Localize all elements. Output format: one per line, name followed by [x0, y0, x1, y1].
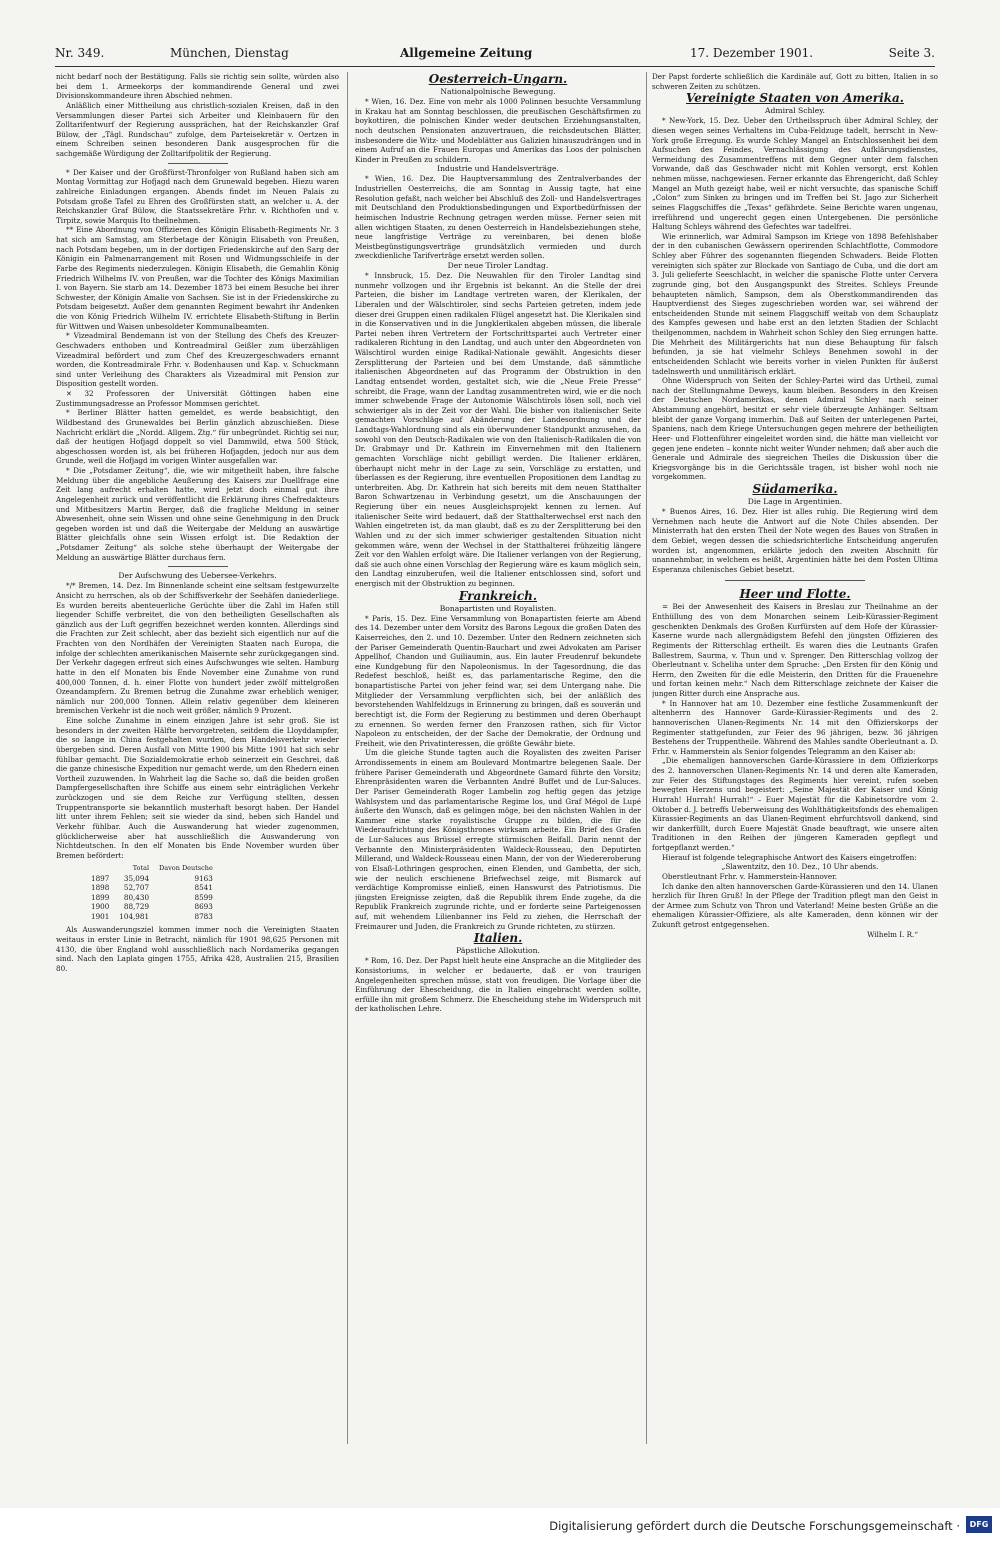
article-paragraph: * Rom, 16. Dez. Der Papst hielt heute eine Ansprache an die Mitglieder des Konsistoriums, in welcher er bedauerte, daß er von traurigen Angelegenheiten sprechen müsse, statt von freudigen. Die Vorlage über die Einführung der Ehescheidung, die in Italien eingebracht werden sollte, erfülle ihn mit großem Schmerz. Die Ehescheidung stehe im Widerspruch mit der katholischen Lehre. [355, 956, 641, 1014]
article-paragraph: Hierauf ist folgende telegraphische Antwort des Kaisers eingetroffen: [662, 852, 917, 862]
telegram-line: „Slawentzitz, den 10. Dez., 10 Uhr abends. [721, 862, 879, 872]
article-paragraph: Der Papst forderte schließlich die Kardinäle auf, Gott zu bitten, Italien in so schweren Zeiten zu schützen. [652, 72, 938, 91]
table-cell: 80,430 [123, 892, 150, 902]
masthead-rule [55, 66, 935, 67]
column-divider [347, 72, 348, 1444]
table-cell: 9163 [194, 873, 213, 883]
article-paragraph: * Buenos Aires, 16. Dez. Hier ist alles ruhig. Die Regierung wird dem Vernehmen nach heute die Antwort auf die Note Chiles absenden. Der Ministerrath hat den ersten Theil der Note wegen des Baues von Straßen in dem Gebiet, wegen dessen die schiedsrichterliche Entscheidung angerufen worden ist, angenommen, erklärte jedoch den zweiten Abschnitt für unannehmbar, in welchem es heißt, Argentinien hätte bei dem Posten Ultima Esperanza chilenisches Gebiet besetzt. [652, 507, 938, 574]
emigration-table [91, 864, 223, 921]
table-cell: 8693 [194, 902, 213, 912]
dfg-logo: DFG [966, 1516, 992, 1533]
column-2 [355, 72, 641, 1444]
section-subheading: Bonapartisten und Royalisten. [439, 603, 557, 613]
article-paragraph: Um die gleiche Stunde tagten auch die Royalisten des zweiten Pariser Arrondissements in einem am Boulevard Montmartre belegenen Saale. Der frühere Pariser Gemeinderath und Abgeordnete Gamard führte den Vorsitz; Ehrenpräsidenten waren die Verbannten André Buffet und de Lur-Saluces. Der Pariser Gemeinderath Roger Lambelin zog heftig gegen das jetzige Wahlsystem und das parlamentarische Regime los, und Graf Mégol de Lupé äußerte den Wunsch, daß es gelingen möge, bei den nächsten Wahlen in der Kammer eine starke royalistische Gruppe zu bilden, die für die Wiederaufrichtung des Königsthrones wirksam arbeite. Ein Brief des Grafen de Lur-Saluces aus Brüssel erregte stürmischen Beifall. Darin nennt der Verbannte den Ministerpräsidenten Waldeck-Rousseau, den Deputirten Millerand, und Waldeck-Rousseau einen Mann, der von der Wiedereroberung von Elsaß-Lothringen gesprochen, einen Elenden, und Gambetta, der sich, wie der neulich erschienene Briefwechsel zeige, mit Bismarck auf verdächtige Kompromisse einließ, einen Hanswurst des Patriotismus. Die jüngsten Ereignisse zeigten, daß die Republik ihrem Ende zugehe, da die Republik Frankreich zugrunde richte, und er forderte seine Parteigenossen auf, mit wehendem Lilienbanner ins Feld zu ziehen, die Herrschaft der Freimaurer und Juden, die Frankreich zu Grunde richteten, zu stürzen. [355, 748, 641, 931]
place-day: München, Dienstag [170, 46, 289, 60]
section-subheading: Industrie und Handelsverträge. [437, 164, 559, 174]
article-paragraph: * Vizeadmiral Bendemann ist von der Stellung des Chefs des Kreuzer-Geschwaders enthoben und Kontreadmiral Geißler zum überzähligen Vizeadmiral befördert und zum Chef des Kreuzergeschwaders ernannt worden, die Kontreadmirale Frhr. v. Bodenhausen und Kap. v. Schuckmann sind unter Verleihung des Charakters als Vizeadmiral mit Pension zur Disposition gestellt worden. [56, 331, 339, 389]
column-3 [652, 72, 938, 1112]
article-paragraph: nicht bedarf noch der Bestätigung. Falls sie richtig sein sollte, würden also bei dem 1. Armeekorps der kommandirende General und zwei Divisionskommandeure ihren Abschied nehmen. [56, 72, 339, 101]
table-cell: 52,707 [123, 883, 150, 893]
article-paragraph: * Paris, 15. Dez. Eine Versammlung von Bonapartisten feierte am Abend des 14. Dezember unter dem Vorsitz des Barons Legoux die großen Daten des Kaiserreiches, den 2. und 10. Dezember. Unter den Rednern zeichneten sich der Pariser Gemeinderath Quentin-Bauchart und zwei Advokaten am Pariser Appellhof, Chandon und Guiliaumin, aus. Ein lauter Freudenruf bekundete eine Kundgebung für den Napoleonismus. In der Tagesordnung, die das Redefest beschloß, heißt es, das parlamentarische Regime, den die bonapartistische Partei von jeher feind war, sei dem Untergang nahe. Die Mitglieder der Versammlung verpflichten sich, bei der anläßlich des bevorstehenden Wahlfeldzugs in Erinnerung zu bringen, daß es souverän und berechtigt ist, die Form der Regierung zu bestimmen und deren Oberhaupt zu ernennen. So werden ferner den Franzosen rathen, sich für Victor Napoleon zu entscheiden, der der Sache der Demokratie, der Ordnung und Freiheit, wie den Privatinteressen, die größte Gewähr biete. [355, 613, 641, 748]
column-1 [56, 72, 339, 1444]
separator [168, 566, 228, 567]
table-cell: 8783 [194, 911, 213, 921]
separator [168, 163, 228, 164]
section-subheading: Der neue Tiroler Landtag. [447, 261, 549, 270]
section-subheading: Admiral Schley. [765, 106, 825, 116]
masthead [55, 46, 935, 66]
article-paragraph: * In Hannover hat am 10. Dezember eine festliche Zusammenkunft der altenherrn des Hannover Garde-Kürassier-Regiments und des 2. hannoverischen Ulanen-Regiments Nr. 14 mit den Offizierskorps der Regimenter stattgefunden, zur Feier des 96 jährigen, bezw. 36 jährigen Bestehens der Truppentheile. Während des Mahles sandte Oberleutnant a. D. Frhr. v. Hammerstein als Senior folgendes Telegramm an den Kaiser ab: [652, 698, 938, 756]
section-heading-frankreich: Frankreich. [458, 588, 538, 603]
section-heading-usa: Vereinigte Staaten von Amerika. [686, 91, 904, 106]
table-header-row [91, 864, 223, 874]
article-paragraph: = Bei der Anwesenheit des Kaisers in Breslau zur Theilnahme an der Enthüllung des von dem Monarchen seinem Leib-Kürassier-Regiment geschenkten Denkmals des Großen Kurfürsten auf dem Hofe der Kürassier-Kaserne wurde nach allergnädigstem Befehl den jüngsten Offizieren des Regiments der Ritterschlag ertheilt. Es waren dies die Leutnants Grafen Ballestrem, Saurma, v. Thun und v. Sprenger. Den Ritterschlag vollzog der Oberleutnant v. Schelihа unter dem Spruche: „Den Ersten für den König und Herrn, den Zweiten für die edle Meisterin, den Dritten für die Frauenehre und fortan keinen mehr.“ Nach dem Ritterschlage zeichnete der Kaiser die jungen Ritter durch eine Ansprache aus. [652, 602, 938, 698]
article-paragraph: Wie erinnerlich, war Admiral Sampson im Kriege von 1898 Befehlshaber der in den cubanischen Gewässern operirenden Schlachtflotte, Commodore Schley aber Führer des sogenannten fliegenden Schwaders. Beide Flotten vereinigten sich später zur Blockade von Santiago de Cuba, und die dort am 3. Juli gelieferte Seeschlacht, in welcher die spanische Flotte unter Cervera zugrunde ging, bot den Ausgangspunkt des Streites. Schleys Freunde behaupteten nämlich, Sampson, dem als Oberstkommandirenden das Hauptverdienst des Sieges zugeschrieben worden war, sei während der entscheidenden Stunde mit seinem Flaggschiff weitab von dem Schauplatz des Kampfes gewesen und habe erst an den letzten Stadien der Schlacht theilgenommen, nachdem in Wahrheit schon Schley den Sieg errungen hatte. Die Mehrheit des Militärgerichts hat nun diese Behauptung für falsch befunden, ja sie hat vielmehr Schleys Benehmen sowohl in der entscheidenden Schlacht wie bereits vorher in vielen Punkten für äußerst tadelnswerth und unmilitärisch erklärt. [652, 231, 938, 376]
article-paragraph: * New-York, 15. Dez. Ueber den Urtheilsspruch über Admiral Schley, der diesen wegen seines Verhaltens im Cuba-Feldzuge tadelt, herrscht in New-York große Erregung. Es wurde Schley Mangel an Entschlossenheit bei dem Aufsuchen des Feindes, Vernachlässigung des Aufklärungsdienstes, Vermeidung des Zusammentreffens mit dem Gegner unter dem falschen Vorwande, daß das Geschwader nicht mit Kohlen versorgt, erst Kohlen nehmen müsse, nachgewiesen. Ferner erkannte das Ehrengericht, daß Schley Mangel an Muth gezeigt habe, weil er nicht versuchte, das spanische Schiff „Colon“ zum Sinken zu bringen und im Treffen bei St. Jago zur Sicherheit seines Flaggschiffes die „Texas“ gefährdete. Seine Berichte waren ungenau, irreführend und ungerecht gegen einen Untergebenen. Die persönliche Haltung Schleys während des Gefechtes war tadelfrei. [652, 116, 938, 232]
table-cell: 88,729 [123, 902, 150, 912]
table-header: Davon Deutsche [159, 864, 213, 873]
article-paragraph: Anläßlich einer Mittheilung aus christlich-sozialen Kreisen, daß in den Versammlungen dieser Partei sich Arbeiter und Kleinbauern für den Zolltarifentwurf der Regierung aussprächen, hat der Reichskanzler Graf Bülow, der „Tägl. Rundschau“ zufolge, dem Parteisekretär v. Oertzen in einem Schreiben seinen besonderen Dank ausgesprochen für die sachgemäße Würdigung der Zolltarifpolitik der Regierung. [56, 100, 339, 158]
table-cell: 1899 [91, 892, 110, 902]
table-cell: 8599 [194, 892, 213, 902]
table-cell: 1897 [91, 873, 110, 883]
article-paragraph: * Berliner Blätter hatten gemeldet, es werde beabsichtigt, den Wildbestand des Grunewaldes bei Berlin gänzlich abzuschießen. Diese Nachricht erklärt die „Nordd. Allgem. Ztg.“ für unbegründet. Richtig sei nur, daß der heutigen Hofjagd doppelt so viel Dammwild, etwa 500 Stück, abgeschossen worden ist, als bei früheren Hofjagden, jedoch nur aus dem Grunde, weil die Hofjagd im vorigen Winter ausgefallen war. [56, 408, 339, 466]
article-paragraph: * Innsbruck, 15. Dez. Die Neuwahlen für den Tiroler Landtag sind nunmehr vollzogen und ihr Ergebnis ist bekannt. An die Stelle der drei Parteien, die bisher im Landtage vertreten waren, der Klerikalen, der Liberalen und der Wälschtiroler, sind sechs Parteien getreten, indem jede dieser drei Gruppen einen radikalen Flügel angesetzt hat. Die Klerikalen sind in die Konservativen und in die Jungklerikalen abgeben müssen, die liberale Partei neben ihren Vertretern der Fortschrittspartei auch Vertreter einer radikaleren Richtung in den Landtag, und auch unter den Abgeordneten von Wälschtirol wurden einige Radikal-Nationale gewählt. Angesichts dieser Zersplitterung der Parteien und bei dem Umstande, daß sämmtliche italienischen Abgeordneten auf das Programm der Obstruktion in den Landtag entsendet worden, gestaltet sich, wie die „Neue Freie Presse“ schreibt, die Frage, wann der Landtag zusammentreten wird, wie er die noch immer schwebende Frage der Autonomie Wälschtirols lösen soll, noch viel schwieriger als in der Zeit vor der Wahl. Die bisher von italienischer Seite gemachten Vorschläge auf Abänderung der Landesordnung und der Landtags-Wahlordnung sind als ein überwundener Standpunkt anzusehen, da sowohl von den Deutsch-Radikalen wie von den Italienisch-Radikalen die von Dr. Grabmayr und Dr. Kathrein im Einvernehmen mit den Italienern gemachten Vorschläge nicht gebilligt werden. Die Italiener erklären, überhaupt nicht mehr in der Lage zu sein, Vorschläge zu erstatten, und überlassen es der Regierung, ihre eventuellen Propositionen dem Landtag zu unterbreiten. Abg. Dr. Kathrein hat sich bereits mit dem neuen Statthalter Baron Schwartzenau in Verbindung gesetzt, um die Anschauungen der Regierung über ein neues Ausgleichsprojekt kennen zu lernen. Auf italienischer Seite wird bedauert, daß der Statthalterwechsel erst nach den Wahlen eingetreten ist, da man glaubt, daß es zu der Zersplitterung bei den Wahlen und zu der sich immer schwieriger gestaltenden Situation nicht gekommen wäre, wenn der Wechsel in der Statthalterei frühzeitig längere Zeit vor den Wahlen erfolgt wäre. Die Italiener verlangen von der Regierung, daß sie auch ohne einen Vorschlag der Regierung wäre es kaum möglich sein, den Landtag einzuberufen, weil die Italiener entschlossen sind, sofort und energisch mit der Obstruktion zu beginnen. [355, 271, 641, 588]
section-heading-oesterreich: Oesterreich-Ungarn. [428, 72, 568, 86]
funding-credit: Digitalisierung gefördert durch die Deutsche Forschungsgemeinschaft · [549, 1519, 960, 1533]
article-paragraph: ** Eine Abordnung von Offizieren des Königin Elisabeth-Regiments Nr. 3 hat sich am Samstag, am Sterbetage der Königin Elisabeth von Preußen, nach Potsdam begeben, um in der dortigen Friedenskirche auf den Sarg der Königin ein Palmenarrangement mit Rosen und Widmungsschleife in der Farbe des Regiments niederzulegen. Königin Elisabeth, die Gemahlin König Friedrich Wilhelms IV. von Preußen, war die Tochter des Königs Maximilian I. von Bayern. Sie starb am 14. Dezember 1873 bei einem Besuche bei ihrer Schwester, der Königin Amalie von Sachsen. Sie ist in der Friedenskirche zu Potsdam beigesetzt. Außer dem genannten Regiment bewahrt ihr Andenken die von König Friedrich Wilhelm IV. errichtete Elisabeth-Stiftung in Berlin für Wittwen und Waisen unbesoldeter Kommunalbeamten. [56, 225, 339, 331]
column-divider [646, 72, 647, 1444]
table-header: Total [132, 864, 150, 873]
article-paragraph: * Der Kaiser und der Großfürst-Thronfolger von Rußland haben sich am Montag Vormittag zur Hofjagd nach dem Grunewald begeben. Hiezu waren zahlreiche Einladungen ergangen. Abends findet im Neuen Palais zu Potsdam große Tafel zu Ehren des Großfürsten statt, an welcher u. A. der Reichskanzler Graf Bülow, die Staatssekretäre Frhr. v. Richthofen und v. Tirpitz, sowie Marquis Ito theilnehmen. [56, 167, 339, 225]
section-heading-suedamerika: Südamerika. [752, 482, 838, 496]
article-paragraph: Eine solche Zunahme in einem einzigen Jahre ist sehr groß. Sie ist besonders in der zweiten Hälfte hervorgetreten, seitdem die Lloyddampfer, die so lange in China festgehalten wurden, dem Handelsverkehr wieder übergeben sind. Deren Ausfall von Mitte 1900 bis Mitte 1901 hat sich sehr fühlbar gemacht. Die Sozialdemokratie erhob seinerzeit ein Geschrei, daß die ganze chinesische Expedition nur gemacht werde, um den Rhedern einen Vortheil zuzuwenden. In Wahrheit lag die Sache so, daß die beiden großen Dampfergesellschaften ihre Schiffe aus einem sehr einträglichen Verkehr zurückzogen und sie dem Reiche zur Verfügung stellten, dessen Truppentransporte sie bekanntlich musterhaft besorgt haben. Der Handel litt unter ihrem Fehlen; seit sie wieder da sind, heben sich Handel und Verkehr fühlbar. Auch die Auswanderung hat wieder zugenommen, glücklicherweise aber hat ausschließlich die Auswanderung von Nichtdeutschen. In den elf Monaten bis Ende November wurden über Bremen befördert: [56, 716, 339, 860]
table-cell: 104,981 [119, 911, 150, 921]
issue-number: Nr. 349. [55, 46, 105, 60]
article-paragraph: Als Auswanderungsziel kommen immer noch die Vereinigten Staaten weitaus in erster Linie in Betracht, nämlich für 1901 98,625 Personen mit 4130, die über England wohl ausschließlich nach Nordamerika gegangen sind. Nach den Laplata gingen 1755, Afrika 428, Australien 215, Brasilien 80. [56, 925, 339, 973]
newspaper-title: Allgemeine Zeitung [400, 46, 533, 60]
footer-bar [0, 1508, 1000, 1556]
article-paragraph: Ohne Widerspruch von Seiten der Schley-Partei wird das Urtheil, zumal nach der Stellungnahme Deweys, kaum bleiben. Besonders in den Kreisen der Deutschen Nordamerikas, denen Admiral Schley nach seiner Abstammung angehört, besitzt er sehr viele überzeugte Anhänger. Seltsam bleibt der ganze Vorgang immerhin. Daß auf Seiten der unterlegenen Partei, Spaniens, nach dem Kriege Untersuchungen gegen mehrere der betheiligten Heer- und Flottenführer eingeleitet worden sind, die hätte man vielleicht vor gegen jene endeten – konnte nicht weiter Wunder nehmen; daß aber auch die Generale und Admirale des siegreichen Theiles die Diskussion über die Kriegsvorgänge bis in die Gerichtssäle tragen, ist bisher wohl noch nie vorgekommen. [652, 376, 938, 482]
article-paragraph: * Wien, 16. Dez. Die Hauptversammlung des Zentralverbandes der Industriellen Oesterreichs, die am Sonntag in Aussig tagte, hat eine Resolution gefaßt, nach welcher bei Abschluß des Zoll- und Handelsvertrages mit Deutschland den Produktionsbedingungen und Exportbedürfnissen der heimischen Industrie Rechnung getragen werden müsse. Ferner seien mit allen wichtigen Staaten, zu denen Oesterreich in Handelsbeziehungen stehe, neue langfristige Verträge zu vereinbaren, bei denen bloße Meistbegünstigungsverträge grundsätzlich vermieden und durch zweckdienliche Tarifverträge ersetzt werden sollen. [355, 174, 641, 261]
article-paragraph: * Die „Potsdamer Zeitung“, die, wie wir mitgetheilt haben, ihre falsche Meldung über die angebliche Aeußerung des Kaisers zur Duellfrage eine Zeit lang aufrecht erhalten hatte, wird jetzt doch einmal gut ihre Angelegenheit zurück und veröffentlicht die Erklärung ihres Chefredakteurs und Mitbesitzers Martin Berger, daß die fragliche Meldung in seiner Abwesenheit, ohne sein Wissen und ohne seine Genehmigung in den Druck gegeben worden ist und daß die Weitergabe der Meldung an auswärtige Blätter gleichfalls ohne sein Wissen erfolgt ist. Die Redaktion der „Potsdamer Zeitung“ als solche stehe überhaupt der Weitergabe der Meldung an auswärtige Blätter durchaus fern. [56, 466, 339, 562]
section-heading-heer: Heer und Flotte. [739, 587, 851, 602]
table-row [91, 874, 223, 884]
section-subheading: Nationalpolnische Bewegung. [440, 87, 556, 96]
table-cell: 1901 [91, 911, 110, 921]
table-cell: 8541 [194, 883, 213, 893]
section-subheading: Der Aufschwung des Ueberseе-Verkehrs. [118, 571, 277, 581]
table-row [91, 883, 223, 893]
separator [725, 580, 865, 581]
section-subheading: Die Lage in Argentinien. [747, 497, 843, 506]
section-heading-italien: Italien. [473, 931, 523, 946]
issue-date: 17. Dezember 1901. [690, 46, 814, 60]
table-row [91, 893, 223, 903]
telegram-line: Oberstleutnant Frhr. v. Hammerstein-Hannover. [662, 871, 838, 881]
table-row [91, 912, 223, 922]
article-paragraph: */* Bremen, 14. Dez. Im Binnenlande scheint eine seltsam festgewurzelte Ansicht zu herrschen, als ob der Schiffsverkehr der Seehäfen daniederliege. Es wurden bereits abenteuerliche Gerüchte über die Zahl im Hafen still liegender Schiffe verbreitet, die von den betheiligten Gesellschaften als gänzlich aus der Luft gegriffen bezeichnet werden konnten. Allerdings sind die Frachten zur Zeit schlecht, aber das bezieht sich eigentlich nur auf die Frachten von den Nordhäfen der Vereinigten Staaten nach Europa, die infolge der schlechten amerikanischen Maisernte sehr zurückgegangen sind. Der Verkehr dagegen erfreut sich eines Aufschwunges wie selten. Hamburg hatte in den elf Monaten bis Ende November eine Zunahme von rund 400,000 Tonnen, d. h. einer Flotte von hundert jeder zwölf mittelgroßen Ozeandampfern. Zu Bremen betrug die Zunahme zwar erheblich weniger, nämlich nur 200,000 Tonnen. Allein relativ gegenüber dem kleineren bremischen Verkehr ist die noch weit größer, nämlich 9 Prozent. [56, 581, 339, 716]
table-cell: 1898 [91, 883, 110, 893]
table-cell: 35,094 [123, 873, 150, 883]
table-cell: 1900 [91, 902, 110, 912]
table-row [91, 902, 223, 912]
article-paragraph: „Die ehemaligen hannoverschen Garde-Kürassiere in dem Offizierkorps des 2. hannoverschen Ulanen-Regiments Nr. 14 und deren alte Kameraden, zur Feier des Stiftungstages des Regiments hier vereint, rufen soeben bewegten Herzens und begeistert: „Seine Majestät der Kaiser und König Hurrah! Hurrah! Hurrah!“ – Euer Majestät für die Kabinetsordre vom 2. Oktober d. J. betreffs Ueberweisung des Wohlthätigkeitsfonds des ehemaligen Kürassier-Regiments an das Ulanen-Regiment ehrfurchtsvoll dankend, sind wir dankerfüllt, durch Euere Majestät Gnade beauftragt, wie unsere alten Traditionen in den Reihen der jüngeren Kameraden gepflegt und fortgepflanzt werden.“ [652, 756, 938, 852]
page-number: Seite 3. [888, 46, 935, 60]
article-paragraph: Ich danke den alten hannoverschen Garde-Kürassieren und den 14. Ulanen herzlich für Ihren Gruß! In der Pflege der Tradition pflegt man den Geist in der Armee zum Schutz von Thron und Vaterland! Meine besten Grüße an die ehemaligen Kürassier-Offiziere, als alte Kameraden, denn können wir der Zukunft getrost entgegensehen. [652, 881, 938, 929]
article-paragraph: ✕ 32 Professoren der Universität Göttingen haben eine Zustimmungsadresse an Professor Mommsen gerichtet. [56, 389, 339, 408]
article-paragraph: * Wien, 16. Dez. Eine von mehr als 1000 Polinnen besuchte Versammlung in Krakau hat am Sonntag beschlossen, die preußischen Geschäftsfirmen zu boykottiren, die polnischen Kinder weder deutschen Erziehungsanstalten, noch deutschen Pensionaten anzuvertrauen, die reichsdeutschen Blätter, insbesondere die Witz- und Modeblätter aus Galizien hinauszudrängen und in einem Aufruf an die Frauen Europas und Amerikas das Loos der polnischen Kinder in Preußen zu schildern. [355, 97, 641, 164]
signature-line: Wilhelm I. R.“ [867, 929, 918, 939]
section-subheading: Päpstliche Allokution. [456, 946, 540, 956]
